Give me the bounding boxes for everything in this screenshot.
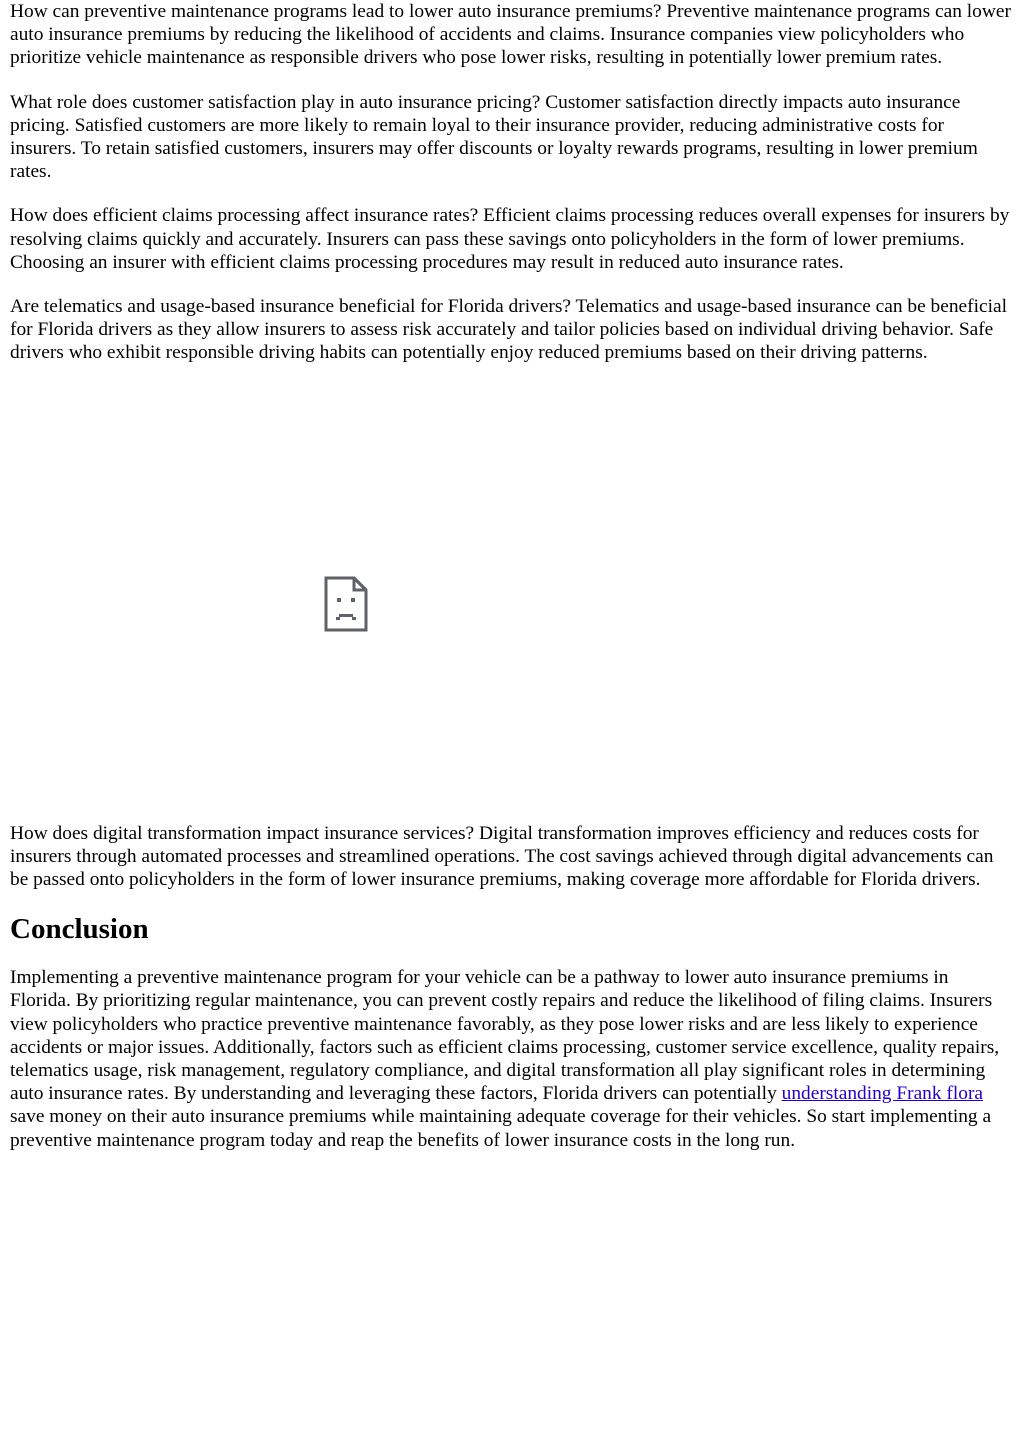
faq-paragraph-customer-satisfaction: What role does customer satisfaction play in auto insurance pricing? Customer satisfaction directly impacts auto insurance pricing. Satisfied customers are more likely to remain loyal to their insurance provider, reducing administrative costs for insurers. To retain satisfied customers, insurers may offer discounts or loyalty rewards programs, resulting in lower premium rates. (10, 91, 978, 183)
understanding-frank-flora-link[interactable]: understanding Frank flora (781, 1083, 984, 1105)
faq-paragraph-claims-processing: How does efficient claims processing affect insurance rates? Efficient claims processing reduces overall expenses for insurers by resolving claims quickly and accurately. Insurers can pass these savings onto policyholders in the form of lower premiums. Choosing an insurer with efficient claims processing procedures may result in reduced auto insurance rates. (10, 205, 1010, 273)
faq-paragraph-telematics: Are telematics and usage-based insurance beneficial for Florida drivers? Telematics and usage-based insurance can be beneficial for Florida drivers as they allow insurers to assess risk accurately and tailor policies based on individual driving behavior. Safe drivers who exhibit responsible driving habits can potentially enjoy reduced premiums based on their driving patterns. (10, 296, 1007, 364)
broken-image-icon (324, 576, 368, 632)
embedded-image (10, 386, 1014, 822)
conclusion-text-before-link: Implementing a preventive maintenance program for your vehicle can be a pathway to lower auto insurance premiums in Florida. By prioritizing regular maintenance, you can prevent costly repairs and reduce the likelihood of filing claims. Insurers view policyholders who practice preventive maintenance favorably, as they pose lower risks and are less likely to experience accidents or major issues. Additionally, factors such as efficient claims processing, customer service excellence, quality repairs, telematics usage, risk management, regulatory compliance, and digital transformation all play significant roles in determining auto insurance rates. By understanding and leveraging these factors, Florida drivers can potentially (10, 967, 1000, 1105)
conclusion-text-after-link: save money on their auto insurance premiums while maintaining adequate coverage for their vehicles. So start implementing a preventive maintenance program today and reap the benefits of lower insurance costs in the long run. (10, 1106, 992, 1151)
conclusion-heading: Conclusion (10, 913, 149, 946)
faq-paragraph-digital-transformation: How does digital transformation impact insurance services? Digital transformation improves efficiency and reduces costs for insurers through automated processes and streamlined operations. The cost savings achieved through digital advancements can be passed onto policyholders in the form of lower insurance premiums, making coverage more affordable for Florida drivers. (10, 822, 994, 891)
conclusion-paragraph (10, 966, 1014, 1152)
faq-paragraph-preventive-maintenance: How can preventive maintenance programs lead to lower auto insurance premiums? Preventive maintenance programs can lower auto insurance premiums by reducing the likelihood of accidents and claims. Insurance companies view policyholders who prioritize vehicle maintenance as responsible drivers who pose lower risks, resulting in potentially lower premium rates. (10, 1, 1011, 69)
